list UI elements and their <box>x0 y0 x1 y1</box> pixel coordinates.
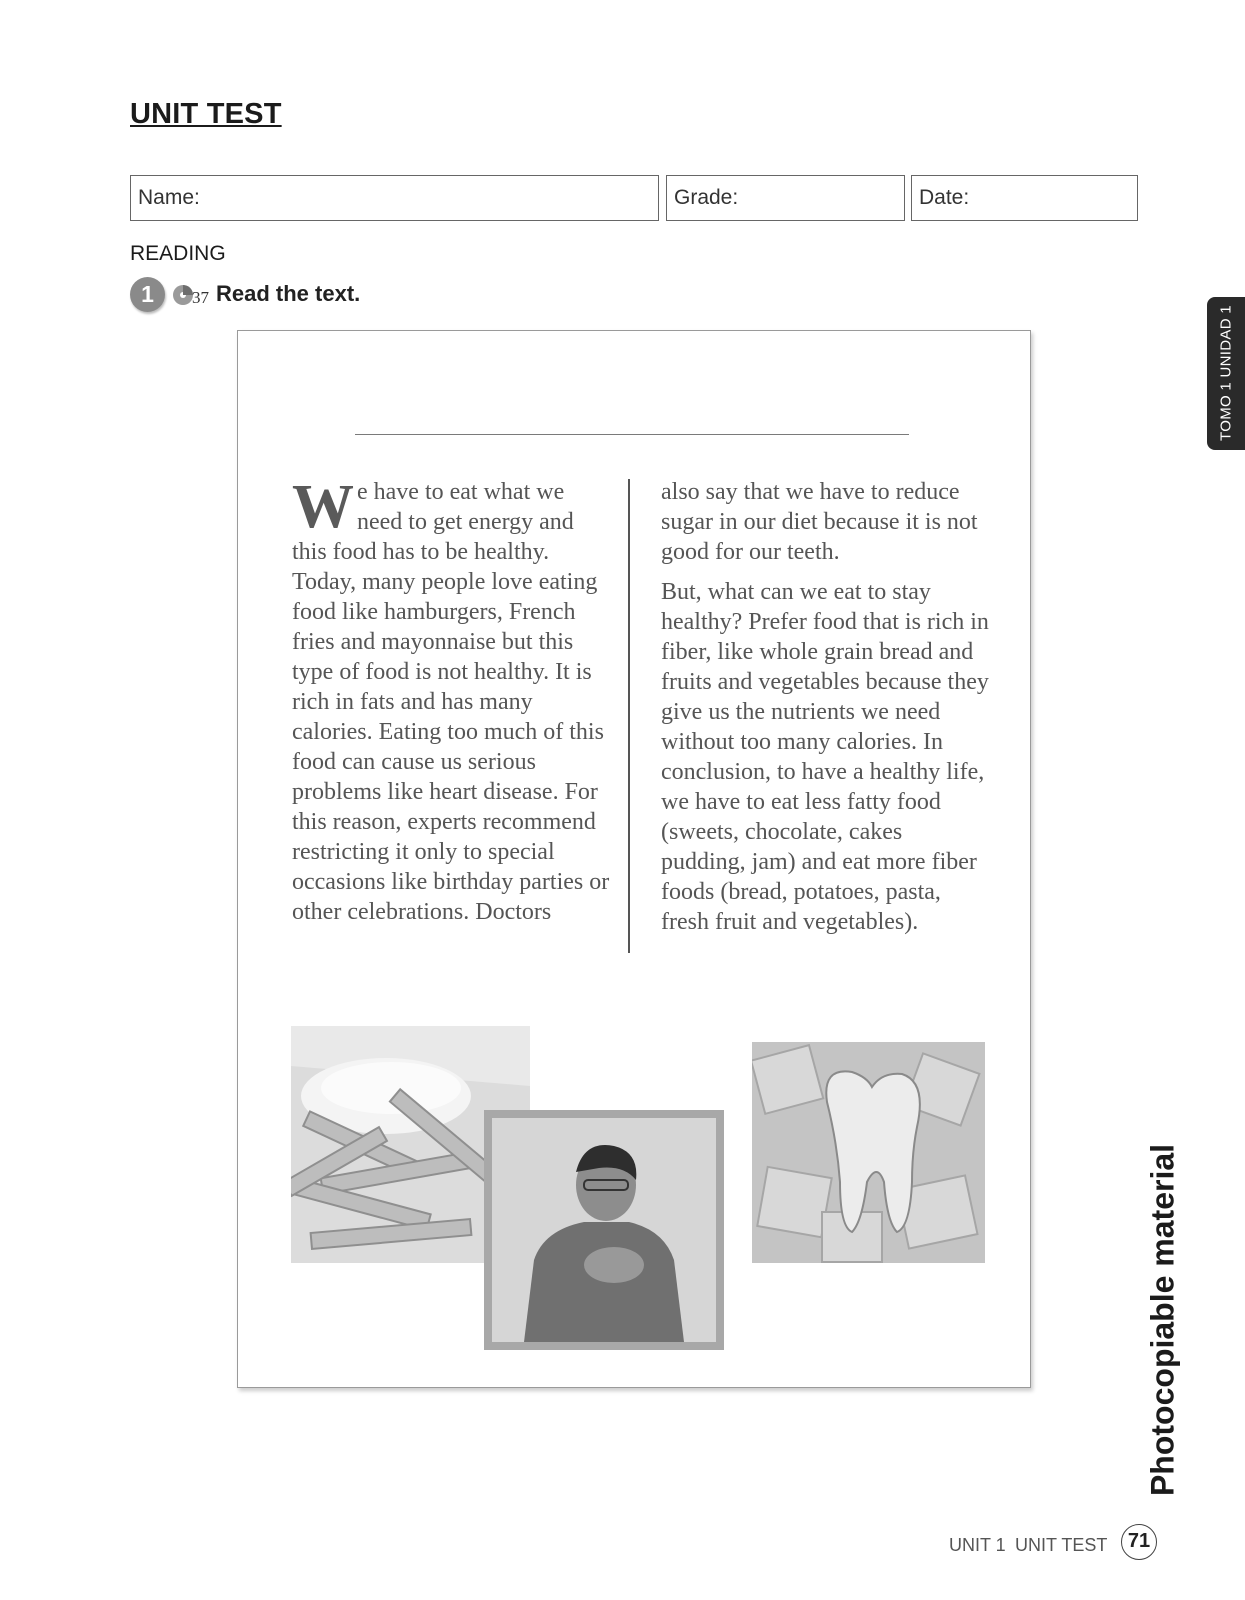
page-number: 71 <box>1121 1524 1157 1560</box>
exercise-number: 1 <box>130 277 165 312</box>
date-field[interactable] <box>911 175 1138 221</box>
title-writing-line[interactable] <box>355 434 909 435</box>
reading-text-box <box>237 330 1031 1388</box>
name-field[interactable] <box>130 175 659 221</box>
man-chest-pain-photo <box>484 1110 724 1350</box>
section-heading: READING <box>130 242 226 265</box>
name-label: Name: <box>138 186 200 209</box>
right-column-paragraph-2: But, what can we eat to stay healthy? Prefer food that is rich in fiber, like whole grain bread and fruits and vegetables because they give us the nutrients we need without too many calories. In conclusion, to have a healthy life, we have to eat less fatty food (sweets, chocolate, cakes pudding, jam) and eat more fiber foods (bread, potatoes, pasta, fresh fruit and vegetables). <box>661 579 989 935</box>
track-number: 37 <box>192 288 209 307</box>
volume-unit-tab <box>1207 297 1245 450</box>
column-divider <box>628 479 630 953</box>
right-column-paragraph-1: also say that we have to reduce sugar in our diet because it is not good for our teeth. <box>661 479 978 565</box>
article-left-column <box>292 473 612 927</box>
tooth-sugar-photo <box>752 1042 985 1263</box>
audio-cd-icon <box>172 282 212 308</box>
article-right-column <box>661 477 991 947</box>
footer-section: UNIT TEST <box>1015 1535 1108 1555</box>
volume-unit-label: TOMO 1 UNIDAD 1 <box>1217 305 1235 441</box>
date-label: Date: <box>919 186 970 209</box>
photocopiable-label: Photocopiable material <box>1144 1143 1181 1497</box>
left-column-text: e have to eat what we need to get energy and this food has to be healthy. Today, many people love eating food like hamburgers, French fries and mayonnaise but this type of food is not healthy. It is rich in fats and has many calories. Eating too much of this food can cause us serious problems like heart disease. For this reason, experts recommend restricting it only to special occasions like birthday parties or other celebrations. Doctors <box>292 479 610 925</box>
drop-cap: W <box>292 473 354 541</box>
grade-field[interactable] <box>666 175 905 221</box>
page-title: UNIT TEST <box>130 98 282 130</box>
grade-label: Grade: <box>674 186 739 209</box>
footer-unit: UNIT 1 <box>949 1535 1006 1555</box>
exercise-instruction: Read the text. <box>216 281 361 306</box>
